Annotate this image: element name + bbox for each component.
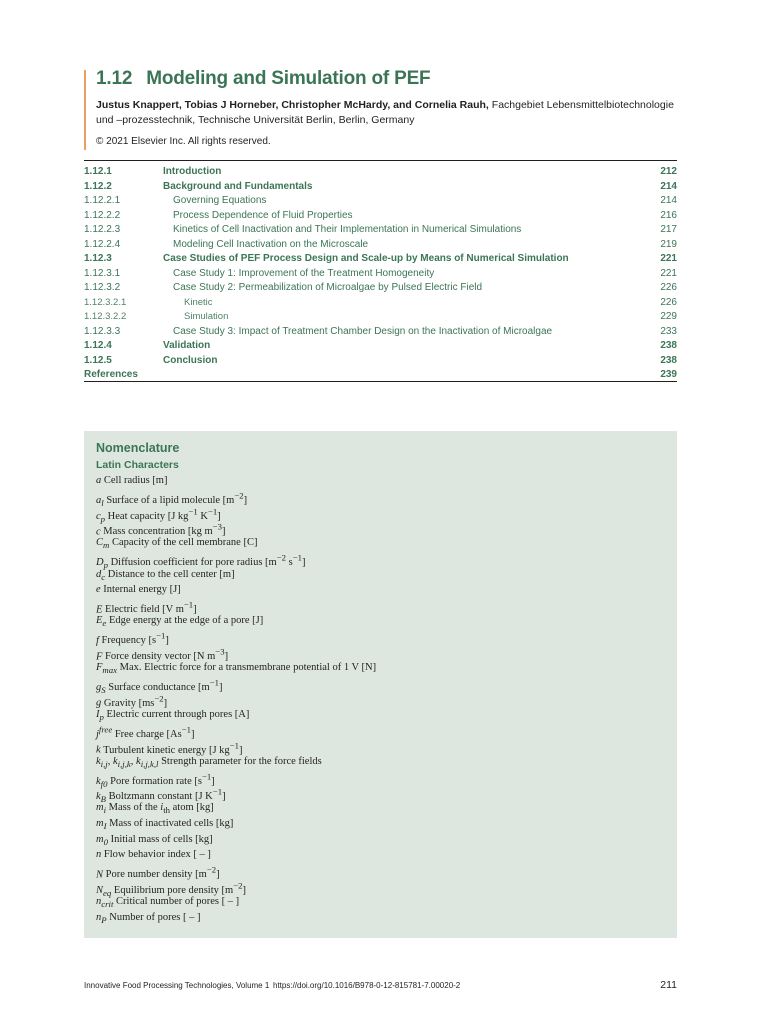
- nomenclature-description: Flow behavior index [ – ]: [101, 849, 211, 861]
- nomenclature-symbol: f: [96, 635, 99, 647]
- chapter-title: [96, 68, 430, 90]
- nomenclature-item: [96, 723, 376, 739]
- toc-entry-number: 1.12.1: [84, 166, 112, 177]
- toc-entry[interactable]: [84, 223, 677, 238]
- chapter-number: 1.12: [96, 68, 133, 89]
- toc-entry[interactable]: [84, 209, 677, 224]
- toc-entry-page: 229: [660, 311, 677, 322]
- toc-entry-title: Case Study 3: Impact of Treatment Chamber Design on the Inactivation of Microalgae: [173, 325, 553, 337]
- toc-entry-title: Kinetics of Cell Inactivation and Their Implementation in Numerical Simulations: [173, 224, 522, 235]
- toc-entry[interactable]: [84, 296, 677, 311]
- authors-block: [96, 98, 676, 128]
- toc-entry-number: 1.12.5: [84, 354, 112, 366]
- nomenclature-description: Free charge $[As^{-1}]$: [112, 724, 195, 740]
- nomenclature-item: [96, 582, 376, 598]
- toc-entry[interactable]: [84, 267, 677, 282]
- nomenclature-symbol: $E_e$: [96, 615, 107, 629]
- nomenclature-symbol: e: [96, 584, 101, 596]
- toc-entry-page: 226: [660, 296, 677, 308]
- toc-top-rule: [84, 160, 677, 161]
- nomenclature-description: Mass of the $i_{th}$ atom [kg]: [106, 802, 214, 816]
- nomenclature-description: Edge energy at the edge of a pore [J]: [106, 615, 264, 627]
- nomenclature-description: Heat capacity [J $kg^{-1}$ $K^{-1}$]: [105, 506, 221, 522]
- nomenclature-symbol: $m_i$: [96, 802, 107, 816]
- toc-entry[interactable]: [84, 238, 677, 253]
- nomenclature-item: [96, 567, 376, 583]
- toc-entry[interactable]: [84, 281, 677, 296]
- toc-entry-title: Case Studies of PEF Process Design and Scale-up by Means of Numerical Simulation: [163, 253, 569, 264]
- nomenclature-item: [96, 691, 376, 707]
- nomenclature-symbol: E: [96, 604, 103, 616]
- nomenclature-description: Mass of inactivated cells [kg]: [106, 818, 234, 830]
- nomenclature-description: Surface of a lipid molecule $[m^{-2}]$: [103, 490, 248, 507]
- nomenclature-description: Max. Electric force for a transmembrane potential of 1 V [N]: [117, 662, 377, 674]
- nomenclature-item: [96, 551, 376, 571]
- nomenclature-item: [96, 707, 376, 723]
- toc-entry-title: Modeling Cell Inactivation on the Microscale: [173, 238, 369, 250]
- nomenclature-symbol: $m_I$: [96, 818, 107, 832]
- nomenclature-symbol: $c_p$: [96, 510, 106, 524]
- nomenclature-description: Gravity $[ms^{-2}]$: [101, 693, 168, 709]
- nomenclature-symbol: k: [96, 744, 101, 756]
- toc-entry-number: 1.12.3.2: [84, 282, 121, 293]
- nomenclature-symbol: $d_c$: [96, 568, 106, 582]
- toc-entry-title: Case Study 1: Improvement of the Treatment Homogeneity: [173, 267, 435, 279]
- toc-entry-page: 238: [660, 340, 677, 351]
- toc-entry-title: Conclusion: [163, 354, 218, 366]
- toc-entry[interactable]: [84, 325, 677, 340]
- nomenclature-item: [96, 738, 376, 754]
- nomenclature-description: Critical number of pores [ – ]: [113, 896, 240, 908]
- nomenclature-symbol: $n_P$: [96, 911, 107, 925]
- nomenclature-item: [96, 473, 376, 489]
- toc-entry-page: 239: [660, 369, 677, 380]
- toc-entry-number: 1.12.2: [84, 180, 112, 192]
- nomenclature-item: [96, 660, 376, 676]
- nomenclature-title: Nomenclature: [96, 441, 180, 455]
- nomenclature-symbol: N: [96, 869, 104, 881]
- toc-entry-page: 214: [660, 195, 677, 206]
- toc-entry-title: Governing Equations: [173, 195, 267, 206]
- nomenclature-description: Distance to the cell center [m]: [105, 568, 235, 580]
- nomenclature-description: Cell radius [m]: [101, 475, 168, 486]
- table-of-contents: [84, 165, 677, 383]
- toc-entry-number: 1.12.2.3: [84, 224, 121, 235]
- toc-entry[interactable]: [84, 310, 677, 325]
- nomenclature-symbol: $D_p$: [96, 557, 108, 571]
- nomenclature-item: [96, 910, 376, 926]
- nomenclature-description: Equilibrium pore density $[m^{-2}]$: [111, 880, 246, 896]
- toc-entry-number: 1.12.2.2: [84, 209, 121, 221]
- chapter-title-text: Modeling and Simulation of PEF: [146, 68, 431, 89]
- toc-entry-number: 1.12.3.2.1: [84, 296, 127, 308]
- nomenclature-item: [96, 832, 376, 848]
- nomenclature-description: Capacity of the cell membrane [C]: [109, 537, 258, 549]
- toc-entry-number: 1.12.4: [84, 340, 112, 351]
- toc-entry-number: 1.12.2.1: [84, 195, 121, 206]
- nomenclature-item: [96, 754, 376, 770]
- nomenclature-item: [96, 645, 376, 661]
- nomenclature-subtitle: Latin Characters: [96, 459, 179, 471]
- toc-entry-number: 1.12.3.2.2: [84, 311, 127, 322]
- nomenclature-description: Surface conductance $[m^{-1}]$: [105, 677, 223, 694]
- nomenclature-symbol: a: [96, 475, 102, 486]
- nomenclature-box: [84, 431, 677, 938]
- nomenclature-item: [96, 894, 376, 910]
- authors-affiliation: Fachgebiet Lebensmittelbiotechnologie und –prozesstechnik, Technische Universität Berlin, Berlin, Germany: [96, 99, 674, 126]
- nomenclature-item: [96, 613, 376, 629]
- toc-entry[interactable]: [84, 165, 677, 180]
- toc-entry-title: Introduction: [163, 166, 222, 177]
- nomenclature-symbol: $I_p$: [96, 708, 104, 722]
- nomenclature-description: Force density vector [N $m^{-3}$]: [102, 646, 229, 663]
- nomenclature-description: Electric current through pores [A]: [103, 708, 250, 720]
- toc-entry-title: Kinetic: [184, 296, 213, 308]
- nomenclature-description: Strength parameter for the force fields: [158, 755, 322, 767]
- nomenclature-symbol: c: [96, 526, 101, 538]
- toc-entry[interactable]: [84, 252, 677, 267]
- toc-entry-page: 214: [660, 180, 677, 192]
- nomenclature-symbol: $F_{max}$: [96, 662, 117, 676]
- toc-entry-number: 1.12.3.3: [84, 325, 121, 337]
- toc-entry-page: 221: [660, 253, 677, 264]
- nomenclature-item: [96, 504, 376, 524]
- toc-entry-page: 233: [660, 325, 677, 337]
- nomenclature-item: [96, 785, 376, 805]
- toc-entry[interactable]: [84, 194, 677, 209]
- nomenclature-symbol: $j^{free}$: [96, 724, 113, 740]
- nomenclature-description: Number of pores [ – ]: [106, 911, 201, 923]
- nomenclature-item: [96, 847, 376, 863]
- nomenclature-description: Frequency $[s^{-1}]$: [98, 630, 169, 647]
- nomenclature-symbol: $k_{f0}$: [96, 775, 108, 789]
- toc-entry-page: 226: [660, 282, 677, 293]
- nomenclature-item: [96, 598, 376, 614]
- nomenclature-symbol: n: [96, 849, 102, 861]
- nomenclature-symbol: g: [96, 697, 102, 709]
- nomenclature-symbol: $k_{i,j}$, $k_{i,j,k}$, $k_{i,j,k,l}$: [96, 755, 159, 769]
- footer-book-title: Innovative Food Processing Technologies, Volume 1: [84, 981, 270, 990]
- nomenclature-item: [96, 816, 376, 832]
- nomenclature-description: Pore formation rate $[s^{-1}]$: [107, 771, 215, 787]
- toc-entry[interactable]: [84, 180, 677, 195]
- nomenclature-description: Initial mass of cells [kg]: [107, 833, 213, 845]
- nomenclature-description: Boltzmann constant [J $K^{-1}$]: [106, 786, 226, 803]
- toc-entry-number: 1.12.3: [84, 253, 112, 264]
- nomenclature-symbol: $a_l$: [96, 495, 104, 509]
- toc-entry-page: 212: [660, 166, 677, 177]
- nomenclature-item: [96, 878, 376, 899]
- nomenclature-symbol: $N_{eq}$: [96, 884, 112, 899]
- nomenclature-symbol: F: [96, 651, 103, 663]
- nomenclature-item: [96, 863, 376, 879]
- toc-entry-page: 219: [660, 238, 677, 250]
- toc-entry-number: 1.12.3.1: [84, 267, 121, 279]
- nomenclature-symbol: $C_m$: [96, 537, 110, 551]
- toc-entry-title: Validation: [163, 340, 211, 351]
- nomenclature-description: Mass concentration [kg $m^{-3}$]: [100, 521, 226, 538]
- nomenclature-item: [96, 489, 376, 509]
- toc-entry-title: Process Dependence of Fluid Properties: [173, 209, 353, 221]
- toc-entry-number: 1.12.2.4: [84, 238, 121, 250]
- toc-entry[interactable]: [84, 354, 677, 369]
- footer-doi-link[interactable]: https://doi.org/10.1016/B978-0-12-815781-7.00020-2: [273, 981, 461, 990]
- nomenclature-item: [96, 800, 376, 816]
- nomenclature-symbol: $k_B$: [96, 791, 107, 805]
- nomenclature-description: Pore number density $[m^{-2}]$: [103, 864, 220, 881]
- toc-entry-number: References: [84, 369, 138, 380]
- nomenclature-item: [96, 535, 376, 551]
- nomenclature-symbol: $n_{crit}$: [96, 896, 114, 910]
- toc-entry[interactable]: [84, 339, 677, 354]
- authors-names: Justus Knappert, Tobias J Horneber, Christopher McHardy, and Cornelia Rauh,: [96, 99, 489, 111]
- nomenclature-description: Internal energy [J]: [100, 584, 181, 596]
- footer-page-number: 211: [660, 979, 677, 991]
- toc-bottom-rule: [84, 381, 677, 382]
- toc-entry-page: 221: [660, 267, 677, 279]
- toc-entry-page: 216: [660, 209, 677, 221]
- chapter-accent-bar: [84, 70, 86, 150]
- nomenclature-description: Diffusion coefficient for pore radius [$m^{-2}$ $s^{-1}$]: [107, 552, 306, 569]
- toc-entry-title: Background and Fundamentals: [163, 180, 313, 192]
- copyright-notice: © 2021 Elsevier Inc. All rights reserved.: [96, 136, 271, 147]
- nomenclature-symbol: $g_S$: [96, 682, 106, 696]
- nomenclature-description: Electric field [V $m^{-1}$]: [102, 599, 197, 616]
- nomenclature-item: [96, 520, 376, 536]
- nomenclature-list: [96, 473, 376, 925]
- nomenclature-item: [96, 629, 376, 645]
- nomenclature-item: [96, 769, 376, 789]
- nomenclature-description: Turbulent kinetic energy [J $kg^{-1}$]: [100, 740, 243, 756]
- toc-entry-title: Case Study 2: Permeabilization of Microalgae by Pulsed Electric Field: [173, 282, 483, 293]
- toc-entry-page: 238: [660, 354, 677, 366]
- toc-entry-page: 217: [660, 224, 677, 235]
- nomenclature-item: [96, 676, 376, 696]
- toc-entry-title: Simulation: [184, 311, 229, 322]
- nomenclature-symbol: $m_0$: [96, 833, 108, 847]
